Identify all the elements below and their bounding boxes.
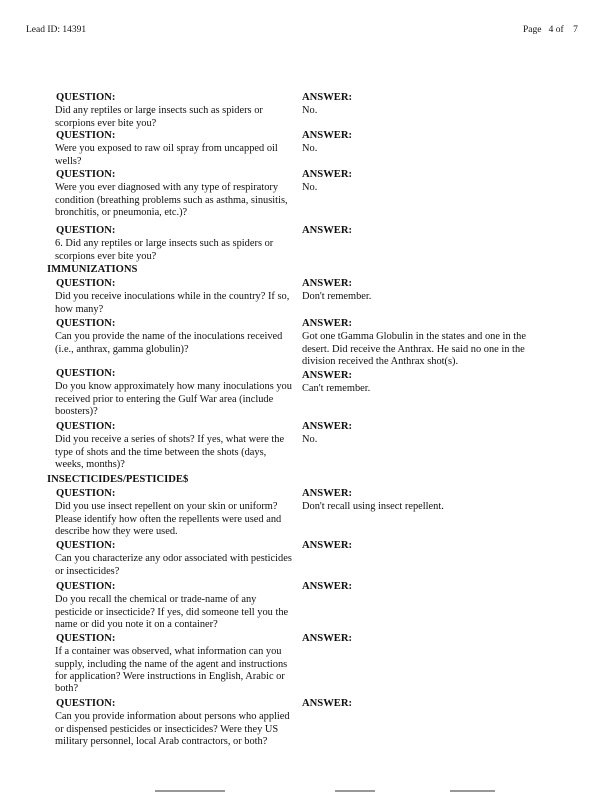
section-heading-insecticides: INSECTICIDES/PESTICIDE$	[47, 474, 189, 485]
question-label: QUESTION:	[56, 278, 116, 289]
answer-text: desert. Did receive the Anthrax. He said no one in the	[302, 343, 525, 355]
answer-block	[302, 421, 352, 447]
question-block	[55, 318, 282, 356]
question-label: QUESTION:	[56, 633, 116, 644]
answer-label: ANSWER:	[302, 92, 353, 103]
answer-block	[302, 169, 352, 195]
question-block	[55, 421, 284, 471]
answer-block	[302, 633, 352, 646]
question-text: received prior to entering the Gulf War area (include	[55, 393, 274, 405]
question-block	[55, 488, 281, 538]
answer-label: ANSWER:	[302, 421, 353, 432]
question-text: supply, including the name of the agent and instructions	[55, 658, 288, 670]
question-text: scorpions ever bite you?	[55, 250, 157, 262]
question-text: pesticide or insecticide? If yes, did someone tell you the	[55, 606, 289, 618]
answer-text: No.	[302, 143, 318, 155]
question-text: boosters)?	[55, 405, 98, 417]
answer-text: No.	[302, 105, 318, 117]
question-text: Do you recall the chemical or trade-name of any	[55, 594, 257, 606]
question-label: QUESTION:	[56, 698, 116, 709]
question-text: Can you provide the name of the inoculations received	[55, 331, 283, 343]
answer-text: Can't remember.	[302, 383, 371, 395]
question-block	[55, 540, 292, 578]
question-text: how many?	[55, 303, 104, 315]
question-block	[55, 169, 288, 219]
question-block	[55, 130, 278, 168]
answer-block	[302, 540, 352, 553]
answer-block	[302, 225, 352, 238]
question-text: or insecticides?	[55, 565, 120, 577]
answer-label: ANSWER:	[302, 130, 353, 141]
answer-text: division received the Anthrax shot(s).	[302, 355, 459, 367]
question-label: QUESTION:	[56, 318, 116, 329]
question-block	[55, 581, 288, 631]
question-text: Can you provide information about persons who applied	[55, 711, 290, 723]
answer-label: ANSWER:	[302, 633, 353, 644]
question-text: bronchitis, or pneumonia, etc.)?	[55, 206, 188, 218]
question-label: QUESTION:	[56, 540, 116, 551]
question-text: 6. Did any reptiles or large insects such as spiders or	[55, 238, 274, 250]
answer-block	[302, 698, 352, 711]
question-text: both?	[55, 683, 79, 695]
answer-block	[302, 278, 371, 304]
answer-block	[302, 318, 526, 368]
question-block	[55, 633, 287, 695]
answer-text: Got one tGamma Globulin in the states and one in the	[302, 331, 526, 343]
question-text: Can you characterize any odor associated with pesticides	[55, 553, 292, 565]
answer-label: ANSWER:	[302, 318, 353, 329]
question-text: If a container was observed, what information can you	[55, 646, 282, 658]
question-block	[55, 225, 273, 263]
question-text: Were you exposed to raw oil spray from uncapped oil	[55, 143, 278, 155]
question-label: QUESTION:	[56, 130, 116, 141]
answer-label: ANSWER:	[302, 225, 353, 236]
question-label: QUESTION:	[56, 488, 116, 499]
question-text: Did any reptiles or large insects such as spiders or	[55, 105, 263, 117]
question-text: for application? Were instructions in English, Arabic or	[55, 670, 285, 682]
answer-text: No.	[302, 182, 318, 194]
answer-block	[302, 92, 352, 118]
question-text: Were you ever diagnosed with any type of respiratory	[55, 182, 279, 194]
page-number: Page 4 of 7	[523, 25, 578, 35]
question-text: Did you receive inoculations while in the country? If so,	[55, 291, 290, 303]
answer-text: Don't remember.	[302, 291, 372, 303]
question-block	[55, 698, 290, 748]
question-text: name or did you note it on a container?	[55, 618, 218, 630]
answer-label: ANSWER:	[302, 581, 353, 592]
question-text: military personnel, local Arab contractors, or both?	[55, 735, 268, 747]
question-label: QUESTION:	[56, 225, 116, 236]
answer-block	[302, 130, 352, 156]
answer-text: Don't recall using insect repellent.	[302, 501, 444, 513]
question-block	[55, 92, 263, 130]
answer-label: ANSWER:	[302, 278, 353, 289]
question-block	[55, 278, 289, 316]
question-text: condition (breathing problems such as asthma, sinusitis,	[55, 194, 288, 206]
question-text: Please identify how often the repellents were used and	[55, 513, 282, 525]
answer-label: ANSWER:	[302, 370, 353, 381]
question-text: wells?	[55, 155, 82, 167]
section-heading-immunizations: IMMUNIZATIONS	[47, 264, 138, 275]
question-label: QUESTION:	[56, 368, 116, 379]
question-text: type of shots and the time between the shots (days,	[55, 446, 267, 458]
lead-id: Lead ID: 14391	[26, 25, 87, 35]
answer-block	[302, 370, 370, 396]
answer-label: ANSWER:	[302, 169, 353, 180]
answer-label: ANSWER:	[302, 540, 353, 551]
answer-block	[302, 581, 352, 594]
question-text: Do you know approximately how many inoculations you	[55, 381, 292, 393]
answer-label: ANSWER:	[302, 488, 353, 499]
question-text: weeks, months)?	[55, 458, 125, 470]
answer-label: ANSWER:	[302, 698, 353, 709]
question-text: scorpions ever bite you?	[55, 117, 157, 129]
question-block	[55, 368, 292, 418]
question-text: describe how they were used.	[55, 525, 178, 537]
question-label: QUESTION:	[56, 581, 116, 592]
question-label: QUESTION:	[56, 421, 116, 432]
question-text: Did you use insect repellent on your skin or uniform?	[55, 501, 278, 513]
question-text: Did you receive a series of shots? If yes, what were the	[55, 434, 285, 446]
answer-text: No.	[302, 434, 318, 446]
question-label: QUESTION:	[56, 169, 116, 180]
question-text: or dispensed pesticides or insecticides? Were they US	[55, 723, 279, 735]
answer-block	[302, 488, 444, 514]
question-text: (i.e., anthrax, gamma globulin)?	[55, 343, 189, 355]
question-label: QUESTION:	[56, 92, 116, 103]
